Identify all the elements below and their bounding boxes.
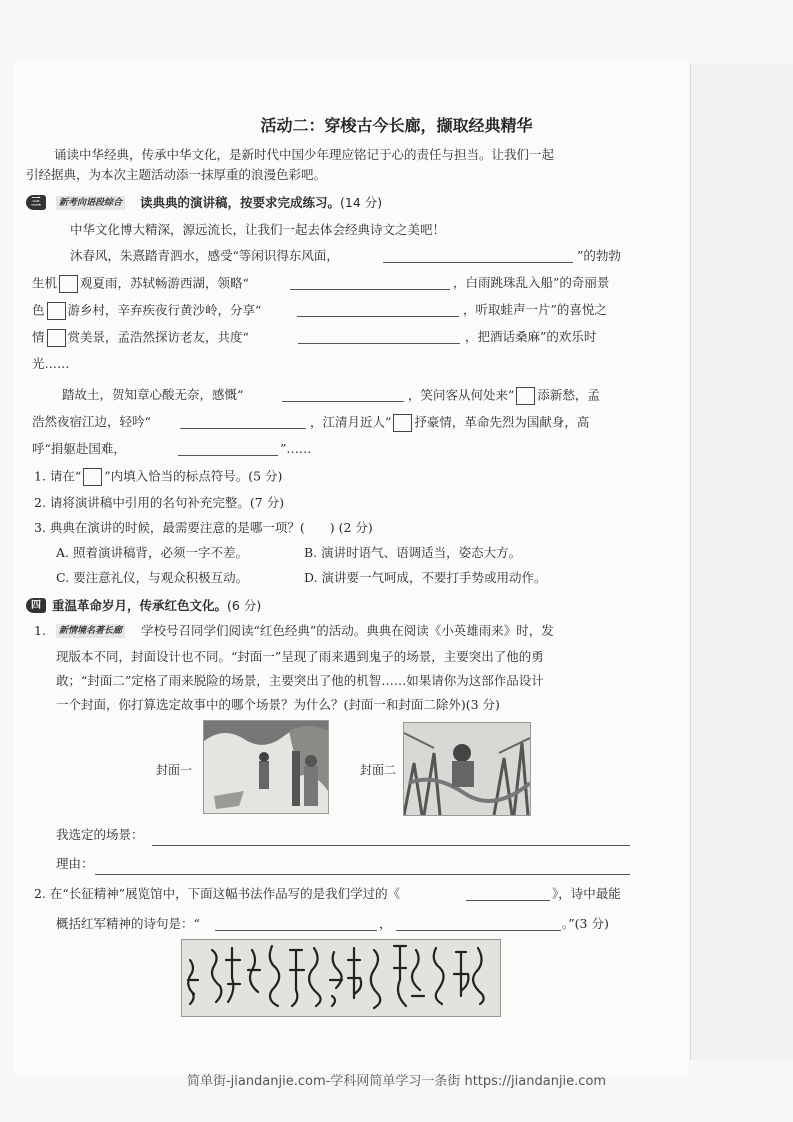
reason-label: 理由：	[56, 856, 94, 871]
speech-p3: 生机 观夏雨，苏轼畅游西湖，领略“	[32, 275, 249, 293]
speech-p5: 情 赏美景，孟浩然探访老友，共度“	[32, 329, 249, 347]
poem-line-blank-1[interactable]	[215, 929, 377, 931]
option-d[interactable]: D. 演讲要一气呵成，不要打手势或用动作。	[304, 570, 547, 585]
speech-p2a: 沐春风，朱熹踏青泗水，感受“等闲识得东风面，	[70, 248, 339, 263]
question-4-2-e: 。”(3 分)	[562, 916, 609, 931]
question-4-2-a: 2. 在“长征精神”展览馆中，下面这幅书法作品写的是我们学过的《	[34, 886, 401, 901]
speech-p9b: ”……	[280, 441, 312, 456]
speech-p1: 中华文化博大精深，源远流长，让我们一起去体会经典诗文之美吧！	[70, 222, 446, 237]
blank-4[interactable]	[298, 342, 460, 344]
speech-p8: ，江清月近人” 抒豪情，革命先烈为国献身，高	[310, 414, 589, 432]
option-a[interactable]: A. 照着演讲稿背，必须一字不差。	[56, 545, 248, 560]
punct-box-5[interactable]	[393, 414, 412, 432]
intro-line-1: 诵读中华经典，传承中华文化，是新时代中国少年理应铭记于心的责任与担当。让我们一起	[54, 147, 555, 162]
speech-p5c: ，把酒话桑麻”的欢乐时	[465, 329, 597, 344]
speech-p7a: 踏故土，贺知章心酸无奈，感慨“	[62, 387, 244, 402]
section-3-tag: 新考向语段综合	[56, 196, 125, 210]
question-3-2: 2. 请将演讲稿中引用的名句补充完整。(7 分)	[34, 495, 285, 510]
question-4-1-line4: 一个封面，你打算选定故事中的哪个场景？为什么？(封面一和封面二除外)(3 分)	[56, 697, 500, 712]
question-4-2-d: ，	[379, 916, 392, 931]
next-page-edge	[690, 64, 793, 1060]
intro-line-2: 引经据典，为本次主题活动添一抹厚重的浪漫色彩吧。	[26, 167, 327, 182]
reason-answer-line[interactable]	[95, 873, 630, 875]
blank-2[interactable]	[290, 288, 450, 290]
cover-2-caption: 封面二	[360, 763, 397, 777]
question-3-1: 1. 请在“ ”内填入恰当的标点符号。(5 分)	[34, 468, 282, 486]
option-c[interactable]: C. 要注意礼仪，与观众积极互动。	[56, 570, 249, 585]
question-4-1-line2: 现版本不同，封面设计也不同。“封面一”呈现了雨来遇到鬼子的场景，主要突出了他的勇	[56, 649, 544, 664]
cover-2-image	[403, 722, 531, 816]
question-4-2-c: 概括红军精神的诗句是：“	[56, 916, 200, 931]
cover-1-image	[203, 720, 329, 814]
speech-p4c: ，听取蛙声一片”的喜悦之	[463, 302, 607, 317]
blank-6[interactable]	[180, 427, 306, 429]
speech-p3c: ，白雨跳珠乱入船”的奇丽景	[453, 275, 610, 290]
poem-line-blank-2[interactable]	[396, 929, 561, 931]
chosen-scene-answer-line[interactable]	[152, 844, 630, 846]
question-4-1-line1: 学校号召同学们阅读“红色经典”的活动。典典在阅读《小英雄雨来》时，发	[141, 623, 554, 638]
site-footer: 简单街-jiandanjie.com-学科网简单学习一条街 https://jiandanjie.com	[186, 1074, 607, 1089]
blank-5[interactable]	[282, 400, 404, 402]
question-3-3: 3. 典典在演讲的时候，最需要注意的是哪一项？( ) (2 分)	[34, 520, 373, 535]
question-4-2-b: 》，诗中最能	[552, 886, 621, 901]
page-title: 活动二：穿梭古今长廊，撷取经典精华	[260, 116, 533, 135]
speech-p6: 光……	[32, 356, 70, 371]
option-b[interactable]: B. 演讲时语气、语调适当，姿态大方。	[304, 545, 522, 560]
question-4-1-tag: 新情境名著长廊	[56, 624, 125, 638]
punct-box-3[interactable]	[47, 329, 66, 347]
sample-box	[83, 468, 102, 486]
punct-box-4[interactable]	[516, 387, 535, 405]
question-4-1-number: 1.	[34, 623, 46, 638]
poem-title-blank[interactable]	[466, 899, 550, 901]
chosen-scene-label: 我选定的场景：	[56, 827, 144, 842]
punct-box-1[interactable]	[59, 275, 78, 293]
speech-p4: 色 游乡村，辛弃疾夜行黄沙岭，分享“	[32, 302, 261, 320]
calligraphy-image	[181, 939, 501, 1017]
section-4-heading: 重温革命岁月，传承红色文化。(6 分)	[52, 598, 262, 613]
speech-p8a: 浩然夜宿江边，轻吟“	[32, 414, 151, 429]
blank-7[interactable]	[178, 454, 278, 456]
speech-p7: ，笑问客从何处来” 添新愁，孟	[408, 387, 600, 405]
blank-1[interactable]	[383, 261, 573, 263]
punct-box-2[interactable]	[47, 302, 66, 320]
speech-p2b: ”的勃勃	[577, 248, 621, 263]
cover-1-caption: 封面一	[156, 763, 193, 777]
section-3-heading: 读典典的演讲稿，按要求完成练习。(14 分)	[140, 195, 383, 210]
question-4-1-line3: 敢；“封面二”定格了雨来脱险的场景，主要突出了他的机智……如果请你为这部作品设计	[56, 673, 544, 688]
section-3-badge: 三	[26, 195, 46, 210]
speech-p9a: 呼“捐躯赴国难，	[32, 441, 126, 456]
blank-3[interactable]	[297, 315, 459, 317]
section-4-badge: 四	[26, 598, 46, 613]
